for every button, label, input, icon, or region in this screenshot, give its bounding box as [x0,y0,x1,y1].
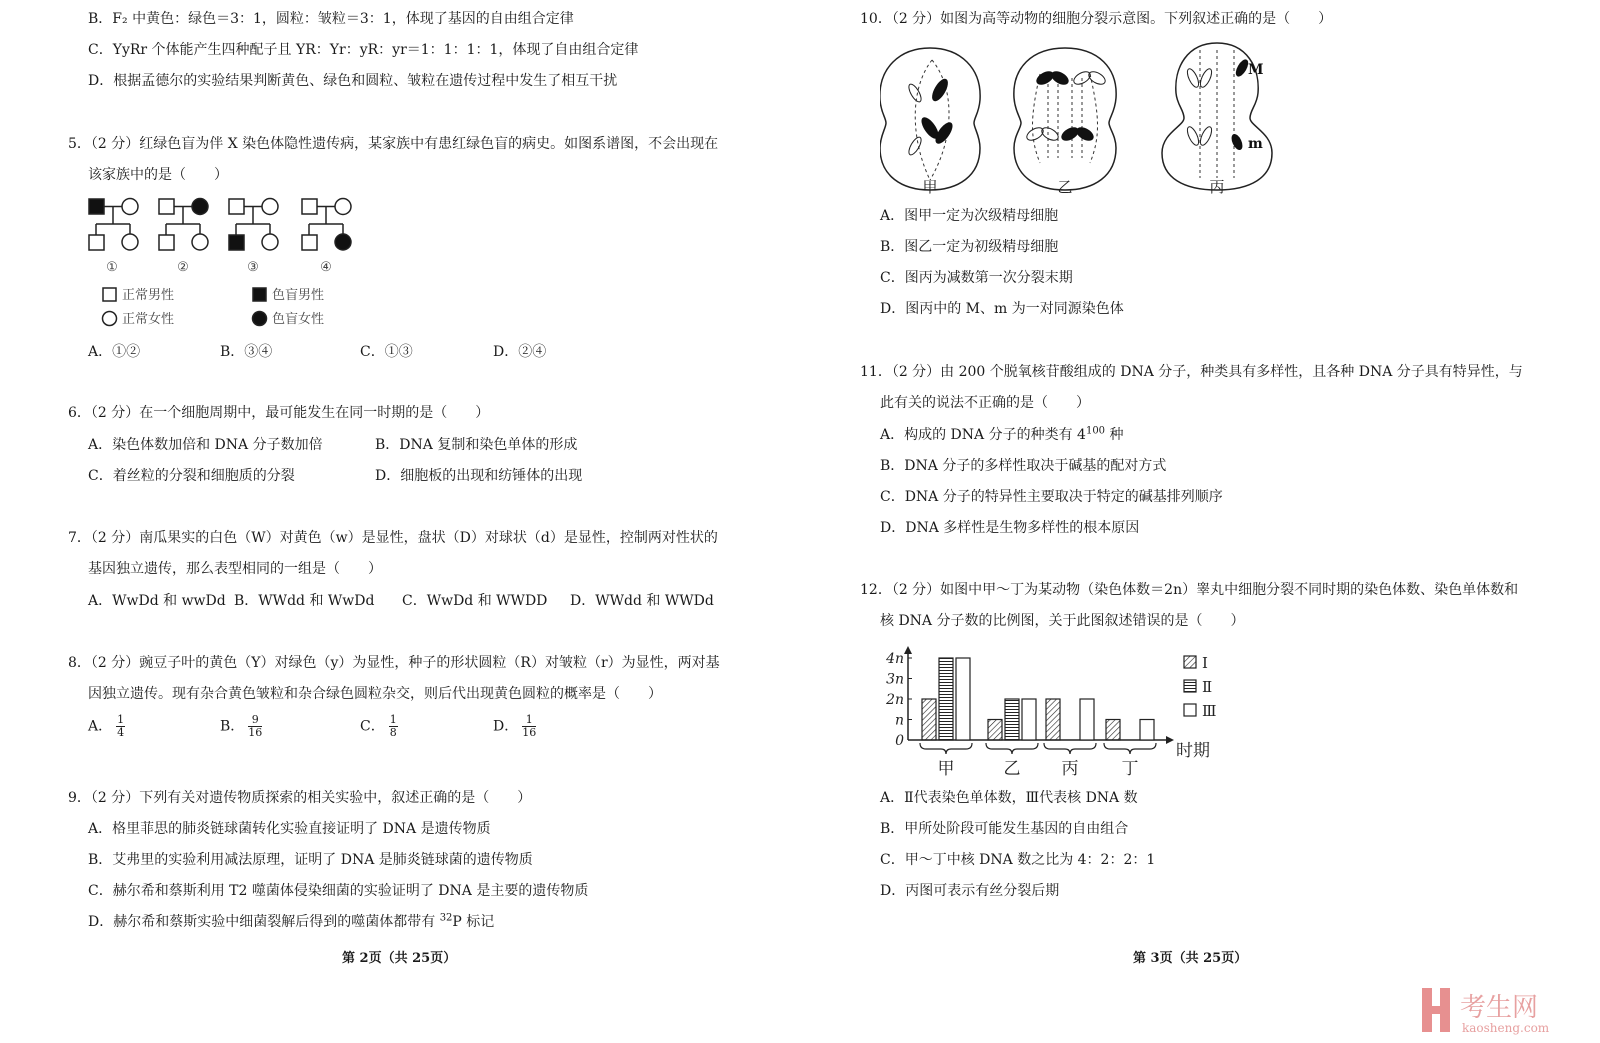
bar-Ⅰ-丙 [1046,699,1060,740]
y-tick-label: 4n [886,651,904,667]
q10-option-d: D．图丙中的 M、m 为一对同源染色体 [880,301,1124,317]
legend-swatch-Ⅱ [1184,680,1196,692]
q12-option-a: A．Ⅱ代表染色单体数，Ⅲ代表核 DNA 数 [880,790,1138,806]
cell-label-yi: 乙 [1057,178,1073,196]
q9-option-b: B．艾弗里的实验利用减法原理，证明了 DNA 是肺炎链球菌的遗传物质 [88,852,533,868]
q10-option-c: C．图丙为减数第一次分裂末期 [880,270,1073,286]
q9-option-d [88,913,494,931]
q4-option-b: B．F₂ 中黄色：绿色＝3：1，圆粒：皱粒＝3：1，体现了基因的自由组合定律 [88,11,574,27]
bar-Ⅱ-乙 [1005,699,1019,740]
bar-Ⅲ-丁 [1140,720,1154,741]
q8-d-numerator: 1 [522,714,536,727]
q7-stem-line2: 基因独立遗传，那么表型相同的一组是（ ） [88,561,382,577]
q9-d-superscript: 32 [439,912,453,924]
q12-option-c: C．甲～丁中核 DNA 数之比为 4：2：2：1 [880,852,1156,868]
q8-b-numerator: 9 [248,714,262,727]
q6-option-a: A．染色体数加倍和 DNA 分子数加倍 [88,437,323,453]
legend-colorblind-female: 色盲女性 [272,312,325,327]
q8-option-b-letter: B． [220,718,245,735]
category-brace [920,743,972,754]
y-tick-label: 3n [886,671,904,688]
q11-option-d: D．DNA 多样性是生物多样性的根本原因 [880,520,1140,536]
q11-stem-line1: 11．（2 分）由 200 个脱氧核苷酸组成的 DNA 分子，种类具有多样性，且各种 DNA 分子具有特异性，与 [860,364,1523,380]
q9-d-text-end: P 标记 [452,914,495,930]
left-page-footer: 第 2页（共 25页） [342,951,457,966]
q11-option-b: B．DNA 分子的多样性取决于碱基的配对方式 [880,458,1167,474]
q9-option-a: A．格里菲思的肺炎链球菌转化实验直接证明了 DNA 是遗传物质 [88,821,491,837]
q8-stem-line2: 因独立遗传。现有杂合黄色皱粒和杂合绿色圆粒杂交，则后代出现黄色圆粒的概率是（ ） [88,686,662,702]
bar-Ⅲ-甲 [956,658,970,740]
q8-option-b [220,714,262,739]
q8-c-denominator: 8 [389,726,397,739]
bar-Ⅰ-乙 [988,720,1002,741]
y-tick-label: 0 [895,733,904,749]
q6-option-b: B．DNA 复制和染色单体的形成 [375,437,578,453]
cell-label-bing: 丙 [1209,178,1225,196]
cell-yi-outline [1014,48,1116,190]
category-brace [986,743,1038,754]
q7-option-c: C．WwDd 和 WWDD [402,593,548,609]
pedigree-label-1: ① [106,260,118,275]
category-label-乙: 乙 [1003,759,1021,779]
q8-stem-line1: 8．（2 分）豌豆子叶的黄色（Y）对绿色（y）为显性，种子的形状圆粒（R）对皱粒（r）为显性，两对基 [68,655,720,671]
q11-stem-line2: 此有关的说法不正确的是（ ） [880,395,1090,411]
category-label-丙: 丙 [1061,759,1079,779]
y-tick-label: n [894,712,904,729]
watermark-url: kaosheng.com [1462,1021,1550,1035]
pedigree-label-3: ③ [247,260,259,275]
right-page-footer: 第 3页（共 25页） [1133,951,1248,966]
q10-stem: 10．（2 分）如图为高等动物的细胞分裂示意图。下列叙述正确的是（ ） [860,11,1333,27]
bar-Ⅲ-丙 [1080,699,1094,740]
q5-option-c: C．①③ [360,344,413,360]
watermark-logo [1420,982,1590,1038]
q11-option-a [880,426,1124,444]
bar-chart [870,642,1220,782]
q11-a-text: A．构成的 DNA 分子的种类有 4 [880,427,1086,443]
x-axis-arrow [1166,736,1174,744]
q10-option-a: A．图甲一定为次级精母细胞 [880,208,1059,224]
q12-option-d: D．丙图可表示有丝分裂后期 [880,883,1060,899]
q5-stem-line1: 5．（2 分）红绿色盲为伴 X 染色体隐性遗传病，某家族中有患红绿色盲的病史。如图系谱图，不会出现在 [68,136,719,152]
q10-option-b: B．图乙一定为初级精母细胞 [880,239,1059,255]
category-label-丁: 丁 [1121,759,1139,779]
q5-option-a: A．①② [88,344,141,360]
pedigree-figure [86,192,386,334]
legend-label-Ⅰ: Ⅰ [1202,654,1208,672]
bar-Ⅲ-乙 [1022,699,1036,740]
legend-label-Ⅱ: Ⅱ [1202,678,1213,696]
q8-a-numerator: 1 [117,713,125,726]
category-brace [1044,743,1096,754]
q12-stem-line1: 12．（2 分）如图中甲～丁为某动物（染色体数＝2n）睾丸中细胞分裂不同时期的染色体数、染色单体数和 [860,582,1519,598]
category-brace [1104,743,1156,754]
cell-jia-outline [880,48,980,190]
q8-option-a [88,714,125,739]
y-axis-arrow [904,646,912,654]
q5-option-b: B．③④ [220,344,273,360]
q9-d-text: D．赫尔希和蔡斯实验中细菌裂解后得到的噬菌体都带有 [88,914,440,930]
q4-option-d: D．根据孟德尔的实验结果判断黄色、绿色和圆粒、皱粒在遗传过程中发生了相互干扰 [88,73,618,89]
q8-option-c-fraction [389,714,398,739]
q8-option-c-letter: C． [360,718,385,735]
q8-option-d-fraction [522,714,536,739]
q8-option-a-fraction [116,714,125,739]
legend-swatch-Ⅰ [1184,656,1196,668]
q8-d-denominator: 16 [522,726,537,739]
q6-option-c: C．着丝粒的分裂和细胞质的分裂 [88,468,295,484]
q7-option-d: D．WWdd 和 WWDd [570,593,714,609]
q11-a-superscript: 100 [1085,425,1106,437]
legend-colorblind-male: 色盲男性 [272,288,325,303]
bar-Ⅰ-甲 [922,699,936,740]
q12-option-b: B．甲所处阶段可能发生基因的自由组合 [880,821,1129,837]
cell-division-figure [880,38,1290,200]
legend-normal-male: 正常男性 [122,288,175,303]
y-tick-label: 2n [886,692,904,708]
q8-option-b-fraction [248,714,262,739]
legend-label-Ⅲ: Ⅲ [1202,702,1217,720]
legend-swatch-Ⅲ [1184,704,1196,716]
chromosome-label-M: M [1248,62,1264,78]
q8-option-c [360,714,398,739]
chromosome-label-m: m [1248,136,1263,152]
q4-option-c: C．YyRr 个体能产生四种配子且 YR：Yr：yR：yr＝1：1：1：1，体现了自由组合定律 [88,42,639,58]
q12-stem-line2: 核 DNA 分子数的比例图，关于此图叙述错误的是（ ） [880,613,1245,629]
q9-option-c: C．赫尔希和蔡斯利用 T2 噬菌体侵染细菌的实验证明了 DNA 是主要的遗传物质 [88,883,589,899]
pedigree-label-2: ② [177,260,189,275]
q8-a-denominator: 4 [117,726,125,739]
bar-Ⅰ-丁 [1106,720,1120,741]
q7-stem-line1: 7．（2 分）南瓜果实的白色（W）对黄色（w）是显性，盘状（D）对球状（d）是显性，控制两对性状的 [68,530,718,546]
q7-option-a: A．WwDd 和 wwDd [88,593,226,609]
q5-stem-line2: 该家族中的是（ ） [88,167,228,183]
bar-Ⅱ-甲 [939,658,953,740]
q6-stem: 6．（2 分）在一个细胞周期中，最可能发生在同一时期的是（ ） [68,405,490,421]
x-axis-label: 时期 [1176,741,1210,761]
q8-option-d [493,714,536,739]
q9-stem: 9．（2 分）下列有关对遗传物质探索的相关实验中，叙述正确的是（ ） [68,790,532,806]
q11-a-text-end: 种 [1105,427,1124,443]
cell-label-jia: 甲 [922,178,938,196]
q6-option-d: D．细胞板的出现和纺锤体的出现 [375,468,583,484]
q8-option-d-letter: D． [493,718,519,735]
q8-option-a-letter: A． [88,718,113,735]
q11-option-c: C．DNA 分子的特异性主要取决于特定的碱基排列顺序 [880,489,1223,505]
category-label-甲: 甲 [937,759,955,779]
watermark-brand: 考生网 [1460,993,1539,1023]
q8-c-numerator: 1 [389,713,397,726]
pedigree-label-4: ④ [320,260,332,275]
q7-option-b: B．WWdd 和 WwDd [234,593,375,609]
legend-normal-female: 正常女性 [122,312,175,327]
q5-option-d: D．②④ [493,344,547,360]
q8-b-denominator: 16 [248,726,263,739]
